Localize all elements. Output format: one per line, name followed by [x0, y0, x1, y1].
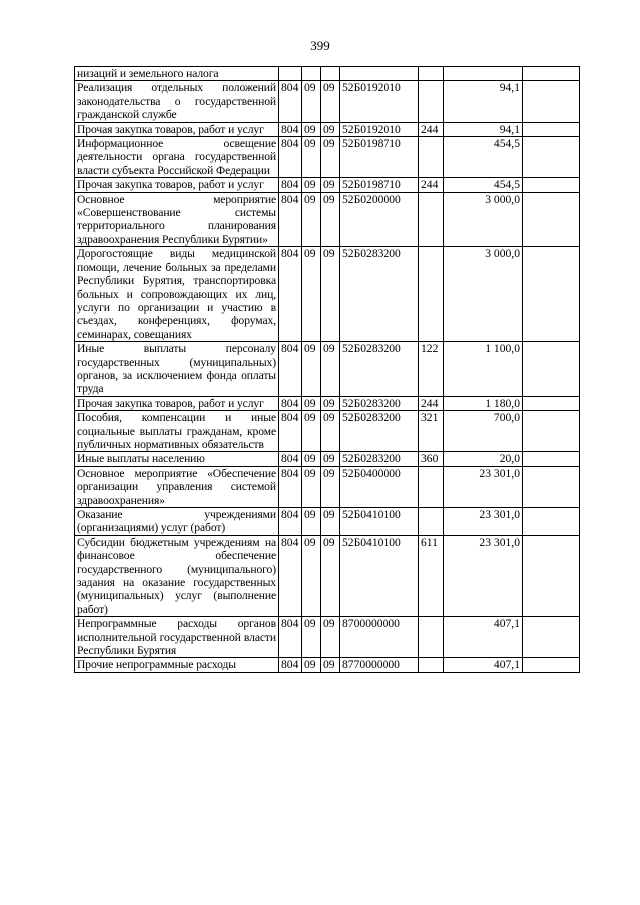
amount-cell: 1 100,0: [444, 342, 523, 397]
subsection-code-cell: 09: [321, 535, 340, 616]
table-row: [75, 137, 580, 178]
subsection-code-cell: 09: [321, 452, 340, 466]
ministry-code-cell: 804: [279, 508, 302, 536]
target-article-cell: 52Б0410100: [340, 508, 419, 536]
extra-cell: [523, 452, 580, 466]
amount-cell: 3 000,0: [444, 192, 523, 247]
expense-name-cell: Дорогостоящие виды медицинской помощи, лечение больных за пределами Республики Бурятия, транспортировка больных и сопровождающих их лиц, услуги по организации и участию в съездах, конференциях, форумах, семинарах, совещаниях: [75, 247, 279, 342]
expense-name-cell: Реализация отдельных положений законодательства о государственной гражданской службе: [75, 81, 279, 122]
extra-cell: [523, 192, 580, 247]
ministry-code-cell: 804: [279, 535, 302, 616]
subsection-code-cell: 09: [321, 466, 340, 507]
ministry-code-cell: 804: [279, 617, 302, 658]
amount-cell: 3 000,0: [444, 247, 523, 342]
subsection-code-cell: 09: [321, 658, 340, 672]
extra-cell: [523, 658, 580, 672]
amount-cell: 94,1: [444, 81, 523, 122]
budget-table-body: [75, 67, 580, 673]
expense-type-cell: 244: [419, 122, 444, 136]
expense-type-cell: 611: [419, 535, 444, 616]
table-row: [75, 67, 580, 81]
extra-cell: [523, 81, 580, 122]
amount-cell: [444, 67, 523, 81]
amount-cell: 1 180,0: [444, 396, 523, 410]
section-code-cell: 09: [302, 342, 321, 397]
target-article-cell: 52Б0400000: [340, 466, 419, 507]
extra-cell: [523, 617, 580, 658]
amount-cell: 407,1: [444, 617, 523, 658]
amount-cell: 700,0: [444, 411, 523, 452]
extra-cell: [523, 508, 580, 536]
amount-cell: 23 301,0: [444, 466, 523, 507]
expense-name-cell: Иные выплаты персоналу государственных (муниципальных) органов, за исключением фонда оплаты труда: [75, 342, 279, 397]
target-article-cell: 8770000000: [340, 658, 419, 672]
section-code-cell: 09: [302, 466, 321, 507]
budget-table: [74, 66, 580, 673]
table-row: [75, 122, 580, 136]
subsection-code-cell: 09: [321, 247, 340, 342]
amount-cell: 454,5: [444, 178, 523, 192]
amount-cell: 407,1: [444, 658, 523, 672]
extra-cell: [523, 411, 580, 452]
expense-name-cell: Информационное освещение деятельности органа государственной власти субъекта Российской Федерации: [75, 137, 279, 178]
ministry-code-cell: 804: [279, 452, 302, 466]
expense-type-cell: [419, 617, 444, 658]
expense-name-cell: Пособия, компенсации и иные социальные выплаты гражданам, кроме публичных нормативных обязательств: [75, 411, 279, 452]
subsection-code-cell: 09: [321, 508, 340, 536]
target-article-cell: 52Б0198710: [340, 178, 419, 192]
expense-name-cell: Непрограммные расходы органов исполнительной государственной власти Республики Бурятия: [75, 617, 279, 658]
table-row: [75, 411, 580, 452]
target-article-cell: 52Б0283200: [340, 342, 419, 397]
subsection-code-cell: 09: [321, 617, 340, 658]
expense-type-cell: [419, 192, 444, 247]
amount-cell: 454,5: [444, 137, 523, 178]
expense-type-cell: 122: [419, 342, 444, 397]
expense-name-cell: Основное мероприятие «Обеспечение организации управления системой здравоохранения»: [75, 466, 279, 507]
ministry-code-cell: 804: [279, 411, 302, 452]
extra-cell: [523, 122, 580, 136]
ministry-code-cell: 804: [279, 178, 302, 192]
extra-cell: [523, 137, 580, 178]
section-code-cell: 09: [302, 658, 321, 672]
ministry-code-cell: 804: [279, 122, 302, 136]
section-code-cell: 09: [302, 452, 321, 466]
section-code-cell: 09: [302, 122, 321, 136]
target-article-cell: 52Б0410100: [340, 535, 419, 616]
expense-type-cell: [419, 137, 444, 178]
extra-cell: [523, 396, 580, 410]
expense-name-cell: Прочая закупка товаров, работ и услуг: [75, 178, 279, 192]
expense-type-cell: 321: [419, 411, 444, 452]
expense-type-cell: 360: [419, 452, 444, 466]
section-code-cell: [302, 67, 321, 81]
amount-cell: 23 301,0: [444, 535, 523, 616]
extra-cell: [523, 247, 580, 342]
expense-name-cell: Прочие непрограммные расходы: [75, 658, 279, 672]
section-code-cell: 09: [302, 535, 321, 616]
expense-type-cell: [419, 247, 444, 342]
table-row: [75, 81, 580, 122]
target-article-cell: 52Б0192010: [340, 81, 419, 122]
section-code-cell: 09: [302, 192, 321, 247]
expense-type-cell: [419, 67, 444, 81]
subsection-code-cell: [321, 67, 340, 81]
table-row: [75, 466, 580, 507]
extra-cell: [523, 178, 580, 192]
expense-name-cell: Оказание учреждениями (организациями) услуг (работ): [75, 508, 279, 536]
ministry-code-cell: 804: [279, 192, 302, 247]
ministry-code-cell: [279, 67, 302, 81]
target-article-cell: 52Б0192010: [340, 122, 419, 136]
amount-cell: 20,0: [444, 452, 523, 466]
subsection-code-cell: 09: [321, 396, 340, 410]
subsection-code-cell: 09: [321, 137, 340, 178]
extra-cell: [523, 466, 580, 507]
expense-type-cell: [419, 658, 444, 672]
expense-type-cell: 244: [419, 178, 444, 192]
expense-name-cell: Прочая закупка товаров, работ и услуг: [75, 396, 279, 410]
subsection-code-cell: 09: [321, 342, 340, 397]
section-code-cell: 09: [302, 81, 321, 122]
table-row: [75, 508, 580, 536]
subsection-code-cell: 09: [321, 192, 340, 247]
target-article-cell: 52Б0283200: [340, 396, 419, 410]
target-article-cell: 52Б0200000: [340, 192, 419, 247]
table-row: [75, 617, 580, 658]
section-code-cell: 09: [302, 508, 321, 536]
expense-name-cell: низаций и земельного налога: [75, 67, 279, 81]
expense-type-cell: 244: [419, 396, 444, 410]
target-article-cell: 52Б0198710: [340, 137, 419, 178]
extra-cell: [523, 535, 580, 616]
table-row: [75, 658, 580, 672]
target-article-cell: [340, 67, 419, 81]
table-row: [75, 247, 580, 342]
section-code-cell: 09: [302, 137, 321, 178]
ministry-code-cell: 804: [279, 342, 302, 397]
table-row: [75, 396, 580, 410]
ministry-code-cell: 804: [279, 466, 302, 507]
section-code-cell: 09: [302, 178, 321, 192]
subsection-code-cell: 09: [321, 122, 340, 136]
ministry-code-cell: 804: [279, 396, 302, 410]
expense-name-cell: Субсидии бюджетным учреждениям на финансовое обеспечение государственного (муниципального) задания на оказание государственных (муниципальных) услуг (выполнение работ): [75, 535, 279, 616]
table-row: [75, 178, 580, 192]
page-number: 399: [310, 38, 330, 53]
extra-cell: [523, 67, 580, 81]
table-row: [75, 452, 580, 466]
table-row: [75, 192, 580, 247]
expense-type-cell: [419, 466, 444, 507]
ministry-code-cell: 804: [279, 658, 302, 672]
section-code-cell: 09: [302, 411, 321, 452]
section-code-cell: 09: [302, 247, 321, 342]
expense-type-cell: [419, 508, 444, 536]
target-article-cell: 52Б0283200: [340, 247, 419, 342]
ministry-code-cell: 804: [279, 81, 302, 122]
table-row: [75, 342, 580, 397]
target-article-cell: 52Б0283200: [340, 452, 419, 466]
expense-name-cell: Иные выплаты населению: [75, 452, 279, 466]
section-code-cell: 09: [302, 396, 321, 410]
subsection-code-cell: 09: [321, 411, 340, 452]
expense-name-cell: Основное мероприятие «Совершенствование системы территориального планирования здравоохранения Республики Бурятии»: [75, 192, 279, 247]
ministry-code-cell: 804: [279, 137, 302, 178]
section-code-cell: 09: [302, 617, 321, 658]
expense-name-cell: Прочая закупка товаров, работ и услуг: [75, 122, 279, 136]
target-article-cell: 8700000000: [340, 617, 419, 658]
amount-cell: 23 301,0: [444, 508, 523, 536]
expense-type-cell: [419, 81, 444, 122]
subsection-code-cell: 09: [321, 178, 340, 192]
subsection-code-cell: 09: [321, 81, 340, 122]
extra-cell: [523, 342, 580, 397]
target-article-cell: 52Б0283200: [340, 411, 419, 452]
amount-cell: 94,1: [444, 122, 523, 136]
table-row: [75, 535, 580, 616]
ministry-code-cell: 804: [279, 247, 302, 342]
